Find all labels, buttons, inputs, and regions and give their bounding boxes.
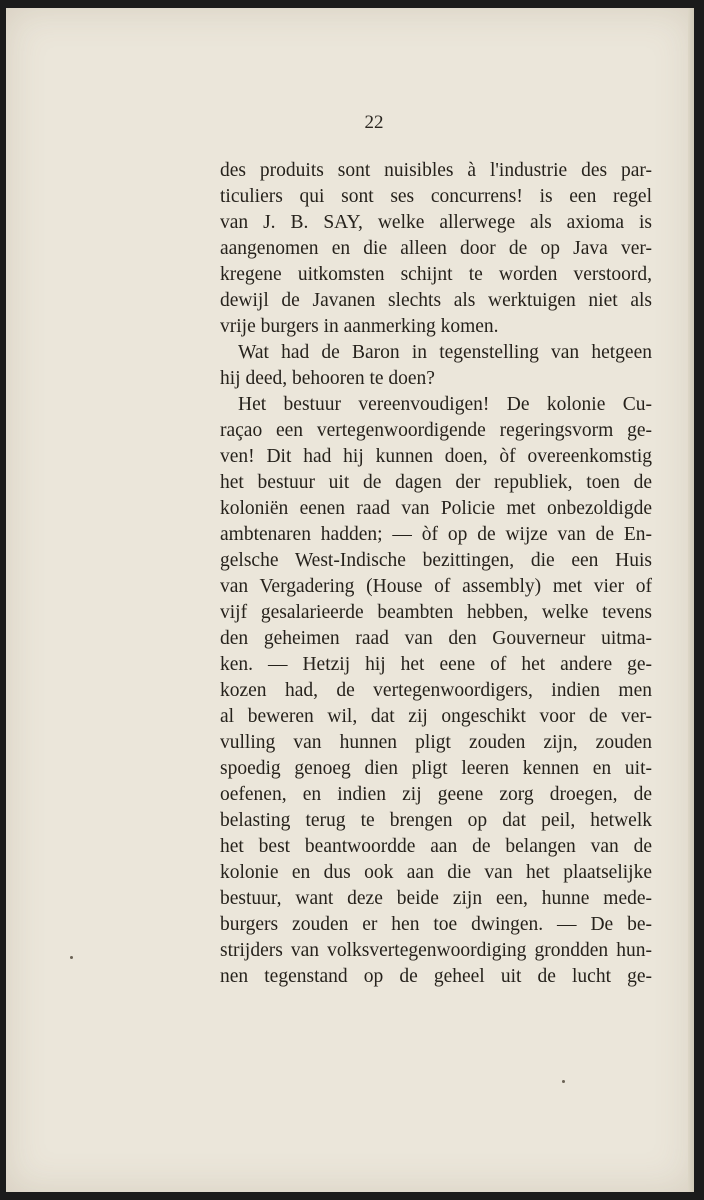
text-line: Het bestuur vereenvoudigen! De kolonie Cu- [238,394,652,415]
text-line: raçao een vertegenwoordigende regeringsvorm ge- [220,420,652,441]
text-line: vulling van hunnen pligt zouden zijn, zouden [220,732,652,753]
text-line: kolonie en dus ook aan die van het plaatselijke [220,862,652,883]
text-line: bestuur, want deze beide zijn een, hunne mede- [220,888,652,909]
text-line: het best beantwoordde aan de belangen van de [220,836,652,857]
text-line: ken. — Hetzij hij het eene of het andere ge- [220,654,652,675]
text-line: spoedig genoeg dien pligt leeren kennen en uit- [220,758,652,779]
text-line: hij deed, behooren te doen? [220,368,435,389]
text-line: ambtenaren hadden; — òf op de wijze van de En- [220,524,652,545]
paper-speck [562,1080,565,1083]
text-line: des produits sont nuisibles à l'industrie des par- [220,160,652,181]
text-line: vijf gesalarieerde beambten hebben, welke tevens [220,602,652,623]
text-line: gelsche West-Indische bezittingen, die een Huis [220,550,652,571]
text-line: aangenomen en die alleen door de op Java ver- [220,238,652,259]
text-line: vrije burgers in aanmerking komen. [220,316,499,337]
text-line: dewijl de Javanen slechts als werktuigen niet als [220,290,652,311]
text-line: nen tegenstand op de geheel uit de lucht ge- [220,966,652,987]
text-line: al beweren wil, dat zij ongeschikt voor de ver- [220,706,652,727]
text-line: van J. B. SAY, welke allerwege als axioma is [220,212,652,233]
page-number: 22 [364,112,384,133]
text-line: oefenen, en indien zij geene zorg droegen, de [220,784,652,805]
text-line: belasting terug te brengen op dat peil, hetwelk [220,810,652,831]
text-line: ven! Dit had hij kunnen doen, òf overeenkomstig [220,446,652,467]
text-line: kregene uitkomsten schijnt te worden verstoord, [220,264,652,285]
text-line: kozen had, de vertegenwoordigers, indien men [220,680,652,701]
text-line: koloniën eenen raad van Policie met onbezoldigde [220,498,652,519]
text-line: van Vergadering (House of assembly) met vier of [220,576,652,597]
text-line: strijders van volksvertegenwoordiging grondden hun- [220,940,652,961]
body-text [220,158,652,990]
text-line: den geheimen raad van den Gouverneur uitma- [220,628,652,649]
paper-speck [70,956,73,959]
text-line: het bestuur uit de dagen der republiek, toen de [220,472,652,493]
text-line: burgers zouden er hen toe dwingen. — De be- [220,914,652,935]
book-page [6,8,694,1192]
page-edge [688,8,694,1192]
text-line: ticuliers qui sont ses concurrens! is een regel [220,186,652,207]
text-line: Wat had de Baron in tegenstelling van hetgeen [238,342,652,363]
